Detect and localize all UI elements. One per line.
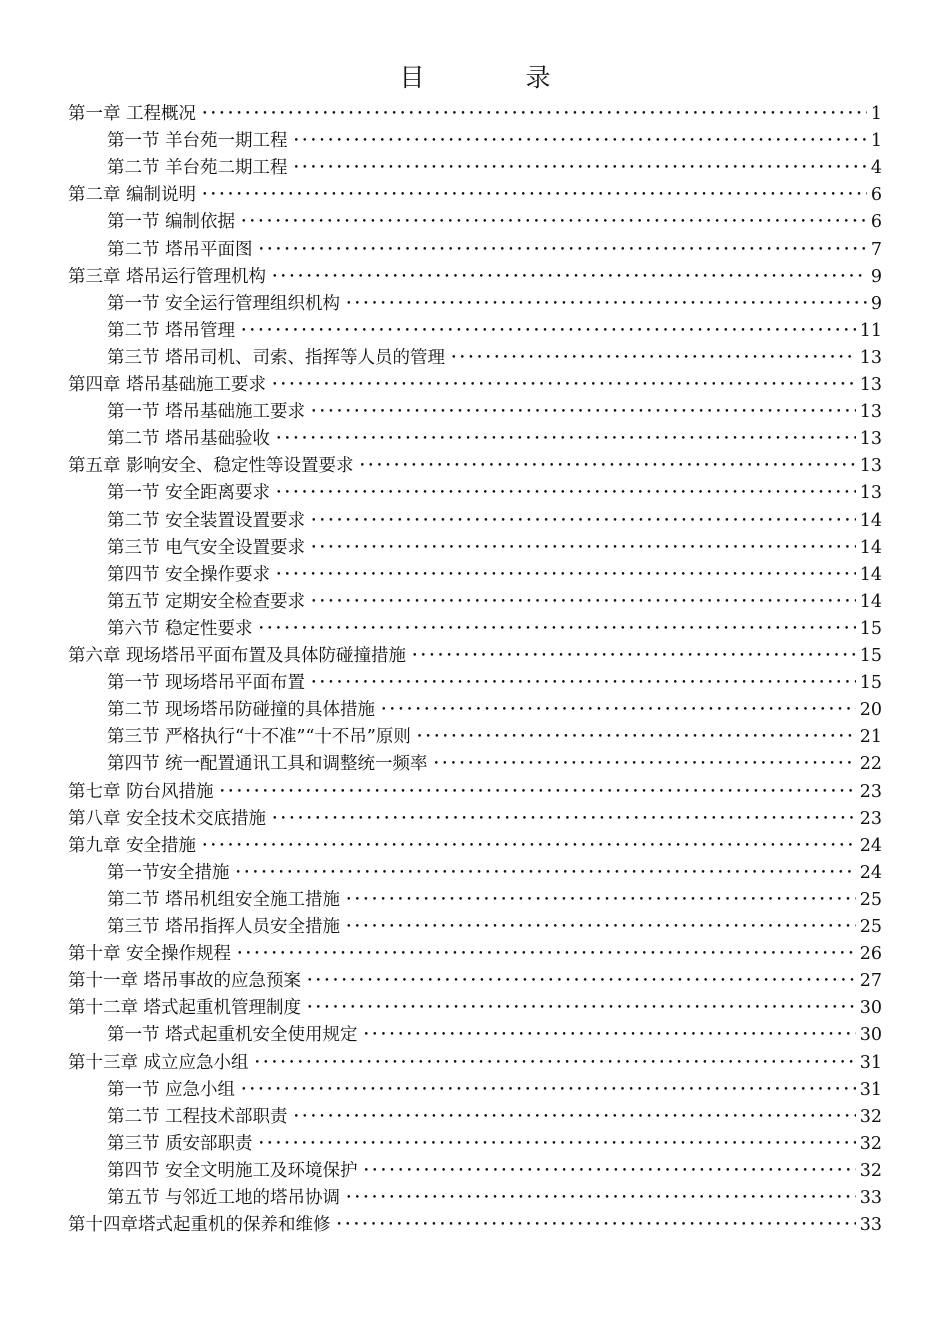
toc-section-entry[interactable]	[107, 426, 882, 453]
toc-page-number: 27	[859, 971, 882, 992]
toc-page-number: 1	[870, 131, 882, 152]
toc-entry-label: 第一节 编制依据	[107, 212, 236, 233]
toc-section-entry[interactable]	[107, 1131, 882, 1158]
toc-page-number: 6	[870, 185, 882, 206]
toc-entry-label: 第二章 编制说明	[68, 185, 197, 206]
toc-chapter-entry[interactable]	[68, 806, 882, 833]
toc-entry-label: 第三节 质安部职责	[107, 1133, 253, 1154]
toc-dot-leader	[307, 968, 856, 995]
toc-page-number: 32	[859, 1133, 882, 1154]
toc-section-entry[interactable]	[107, 1185, 882, 1212]
toc-entry-label: 第一章 工程概况	[68, 104, 197, 124]
toc-dot-leader	[272, 264, 867, 291]
toc-page-number: 32	[859, 1160, 882, 1181]
toc-dot-leader	[417, 724, 856, 751]
toc-entry-label: 第三章 塔吊运行管理机构	[68, 266, 267, 287]
toc-page-number: 25	[859, 889, 882, 910]
toc-page-number: 13	[859, 429, 882, 450]
toc-section-entry[interactable]	[107, 914, 882, 941]
toc-dot-leader	[364, 1158, 856, 1185]
toc-chapter-entry[interactable]	[68, 941, 882, 968]
toc-dot-leader	[272, 372, 856, 399]
toc-dot-leader	[346, 914, 856, 941]
toc-section-entry[interactable]	[107, 345, 882, 372]
toc-page-number: 21	[859, 727, 882, 748]
toc-page-number: 6	[870, 212, 882, 233]
toc-dot-leader	[202, 833, 856, 860]
toc-section-entry[interactable]	[107, 887, 882, 914]
toc-section-entry[interactable]	[107, 237, 882, 264]
toc-dot-leader	[337, 1212, 856, 1239]
toc-section-entry[interactable]	[107, 1022, 882, 1049]
toc-dot-leader	[259, 616, 856, 643]
toc-page-number: 11	[859, 320, 882, 341]
toc-dot-leader	[434, 751, 856, 778]
toc-dot-leader	[202, 101, 867, 128]
toc-entry-label: 第五章 影响安全、稳定性等设置要求	[68, 456, 354, 477]
toc-dot-leader	[202, 182, 867, 209]
toc-page-number: 14	[859, 564, 882, 585]
toc-page-number: 15	[859, 646, 882, 666]
toc-section-entry[interactable]	[107, 562, 882, 589]
toc-entry-label: 第二节 现场塔吊防碰撞的具体措施	[107, 700, 376, 721]
toc-entry-label: 第三节 塔吊指挥人员安全措施	[107, 917, 341, 937]
toc-dot-leader	[294, 128, 867, 155]
toc-chapter-entry[interactable]	[68, 182, 882, 209]
toc-entry-label: 第一节 应急小组	[107, 1079, 236, 1100]
toc-page-number: 9	[870, 293, 882, 314]
toc-page-number: 13	[859, 347, 882, 368]
toc-entry-label: 第三节 电气安全设置要求	[107, 537, 306, 558]
toc-chapter-entry[interactable]	[68, 372, 882, 399]
toc-dot-leader	[307, 995, 856, 1022]
toc-entry-label: 第二节 塔吊基础验收	[107, 429, 271, 450]
toc-dot-leader	[346, 1185, 856, 1212]
toc-section-entry[interactable]	[107, 1077, 882, 1104]
toc-dot-leader	[241, 209, 867, 236]
toc-page-number: 13	[859, 483, 882, 504]
toc-page-number: 23	[859, 808, 882, 829]
toc-page-number: 14	[859, 591, 882, 612]
toc-entry-label: 第五节 与邻近工地的塔吊协调	[107, 1188, 341, 1208]
toc-dot-leader	[276, 480, 856, 507]
toc-entry-label: 第二节 塔吊平面图	[107, 239, 253, 260]
toc-dot-leader	[236, 860, 856, 887]
toc-page-number: 33	[859, 1215, 882, 1236]
toc-section-entry[interactable]	[107, 399, 882, 426]
toc-dot-leader	[259, 237, 867, 264]
toc-chapter-entry[interactable]	[68, 643, 882, 670]
toc-page-number: 23	[859, 781, 882, 802]
toc-dot-leader	[237, 941, 856, 968]
toc-section-entry[interactable]	[107, 616, 882, 643]
toc-entry-label: 第一节 塔吊基础施工要求	[107, 402, 306, 423]
toc-entry-label: 第十章 安全操作规程	[68, 944, 232, 965]
toc-dot-leader	[241, 1077, 856, 1104]
toc-entry-label: 第六章 现场塔吊平面布置及具体防碰撞措施	[68, 646, 407, 666]
toc-page-number: 14	[859, 537, 882, 558]
toc-page-number: 14	[859, 510, 882, 531]
toc-entry-label: 第二节 羊台苑二期工程	[107, 158, 288, 179]
toc-section-entry[interactable]	[107, 751, 882, 778]
toc-page-number: 31	[859, 1052, 882, 1073]
toc-chapter-entry[interactable]	[68, 968, 882, 995]
toc-page-number: 32	[859, 1106, 882, 1127]
toc-page-number: 4	[870, 158, 882, 179]
toc-dot-leader	[255, 1050, 856, 1077]
toc-entry-label: 第一节 现场塔吊平面布置	[107, 673, 306, 694]
toc-section-entry[interactable]	[107, 155, 882, 182]
toc-page-number: 15	[859, 618, 882, 639]
toc-page-number: 20	[859, 700, 882, 721]
toc-section-entry[interactable]	[107, 508, 882, 535]
toc-page-number: 13	[859, 456, 882, 477]
toc-chapter-entry[interactable]	[68, 453, 882, 480]
toc-dot-leader	[311, 508, 856, 535]
toc-chapter-entry[interactable]	[68, 264, 882, 291]
toc-entry-label: 第六节 稳定性要求	[107, 618, 253, 639]
toc-entry-label: 第三节 严格执行“十不准”“十不吊”原则	[107, 727, 411, 748]
toc-chapter-entry[interactable]	[68, 833, 882, 860]
toc-page-number: 9	[870, 266, 882, 287]
toc-section-entry[interactable]	[107, 535, 882, 562]
toc-entry-label: 第一节 安全运行管理组织机构	[107, 293, 341, 314]
toc-page-number: 25	[859, 917, 882, 937]
toc-dot-leader	[311, 670, 856, 697]
toc-dot-leader	[451, 345, 856, 372]
toc-page-number: 13	[859, 402, 882, 423]
toc-entry-label: 第九章 安全措施	[68, 835, 197, 856]
toc-entry-label: 第二节 塔吊管理	[107, 320, 236, 341]
toc-dot-leader	[272, 806, 856, 833]
toc-section-entry[interactable]	[107, 860, 882, 887]
toc-chapter-entry[interactable]	[68, 995, 882, 1022]
toc-entry-label: 第四节 统一配置通讯工具和调整统一频率	[107, 754, 428, 775]
toc-chapter-entry[interactable]	[68, 1212, 882, 1239]
toc-dot-leader	[241, 318, 856, 345]
toc-entry-label: 第十四章塔式起重机的保养和维修	[68, 1215, 331, 1236]
toc-entry-label: 第二节 安全装置设置要求	[107, 510, 306, 531]
toc-section-entry[interactable]	[107, 318, 882, 345]
toc-dot-leader	[311, 399, 856, 426]
toc-page-number: 33	[859, 1188, 882, 1208]
toc-dot-leader	[311, 535, 856, 562]
toc-dot-leader	[220, 779, 856, 806]
toc-page-number: 30	[859, 998, 882, 1019]
toc-entry-label: 第一节 安全距离要求	[107, 483, 271, 504]
toc-section-entry[interactable]	[107, 697, 882, 724]
toc-chapter-entry[interactable]	[68, 779, 882, 806]
toc-entry-label: 第七章 防台风措施	[68, 781, 214, 802]
toc-dot-leader	[311, 589, 856, 616]
toc-section-entry[interactable]	[107, 589, 882, 616]
toc-entry-label: 第十三章 成立应急小组	[68, 1052, 249, 1073]
toc-page-number: 7	[870, 239, 882, 260]
toc-dot-leader	[364, 1022, 856, 1049]
toc-dot-leader	[412, 643, 856, 670]
toc-page-number: 31	[859, 1079, 882, 1100]
toc-entry-label: 第一节安全措施	[107, 862, 230, 883]
toc-section-entry[interactable]	[107, 209, 882, 236]
toc-entry-label: 第八章 安全技术交底措施	[68, 808, 267, 829]
toc-dot-leader	[276, 426, 856, 453]
toc-page-number: 13	[859, 375, 882, 395]
toc-dot-leader	[346, 887, 856, 914]
toc-section-entry[interactable]	[107, 724, 882, 751]
toc-section-entry[interactable]	[107, 480, 882, 507]
toc-entry-label: 第十二章 塔式起重机管理制度	[68, 998, 302, 1019]
toc-entry-label: 第四章 塔吊基础施工要求	[68, 375, 267, 395]
toc-dot-leader	[346, 291, 867, 318]
toc-section-entry[interactable]	[107, 670, 882, 697]
toc-entry-label: 第三节 塔吊司机、司索、指挥等人员的管理	[107, 347, 446, 368]
toc-entry-label: 第二节 塔吊机组安全施工措施	[107, 889, 341, 910]
toc-dot-leader	[259, 1131, 856, 1158]
toc-section-entry[interactable]	[107, 1158, 882, 1185]
toc-entry-label: 第五节 定期安全检查要求	[107, 591, 306, 612]
page-title: 目 录	[399, 63, 589, 92]
toc-dot-leader	[294, 155, 867, 182]
toc-page-number: 24	[859, 862, 882, 883]
toc-page-number: 22	[859, 754, 882, 775]
toc-page-number: 30	[859, 1025, 882, 1046]
toc-section-entry[interactable]	[107, 291, 882, 318]
toc-page-number: 24	[859, 835, 882, 856]
toc-entry-label: 第二节 工程技术部职责	[107, 1106, 288, 1127]
toc-dot-leader	[294, 1104, 856, 1131]
toc-chapter-entry[interactable]	[68, 1050, 882, 1077]
toc-entry-label: 第四节 安全文明施工及环境保护	[107, 1160, 358, 1181]
toc-dot-leader	[276, 562, 856, 589]
toc-entry-label: 第四节 安全操作要求	[107, 564, 271, 585]
toc-page-number: 26	[859, 944, 882, 965]
toc-entry-label: 第一节 羊台苑一期工程	[107, 131, 288, 152]
toc-dot-leader	[381, 697, 856, 724]
toc-entry-label: 第一节 塔式起重机安全使用规定	[107, 1025, 358, 1046]
toc-dot-leader	[360, 453, 856, 480]
toc-section-entry[interactable]	[107, 128, 882, 155]
toc-page-number: 1	[870, 104, 882, 124]
toc-section-entry[interactable]	[107, 1104, 882, 1131]
toc-page-number: 15	[859, 673, 882, 694]
toc-chapter-entry[interactable]	[68, 101, 882, 128]
toc-entry-label: 第十一章 塔吊事故的应急预案	[68, 971, 302, 992]
